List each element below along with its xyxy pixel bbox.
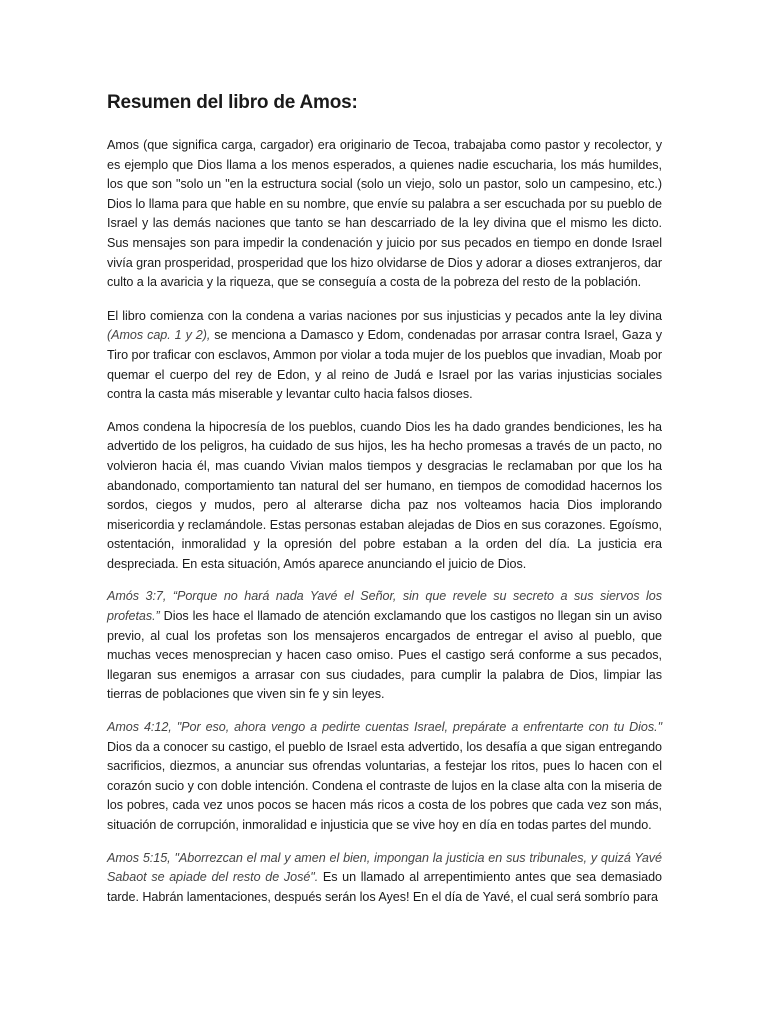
paragraph-text: se menciona a Damasco y Edom, condenadas por arrasar contra Israel, Gaza y Tiro por traficar con esclavos, Ammon por violar a toda mujer de los pueblos que invadian, Moab por quemar el cuerpo del rey de Edon, y al reino de Judá e Israel por las varias injusticias sociales contra la casta más miserable y levantar culto hacia falsos dioses.: [107, 328, 662, 402]
scripture-quote: Amos 4:12, "Por eso, ahora vengo a pedirte cuentas Israel, prepárate a enfrentarte con tu Dios.": [107, 720, 662, 735]
paragraph-text: Es un llamado al arrepentimiento antes que sea demasiado tarde. Habrán lamentaciones, después serán los Ayes! En el día de Yavé, el cual será sombrío para: [107, 870, 662, 904]
paragraph-text: Dios da a conocer su castigo, el pueblo de Israel esta advertido, los desafía a que sigan entregando sacrificios, diezmos, a anunciar sus ofrendas voluntarias, a festejar los ritos, pues lo hacen con el corazón sucio y con doble intención. Condena el contraste de lujos en la clase alta con la miseria de los pobres, cada vez unos pocos se hacen más ricos a costa de los pobres que cada vez son más, situación de corrupción, inmoralidad e injusticia que se vive hoy en día en todas partes del mundo.: [107, 739, 662, 832]
paragraph-amos-3-7: [107, 587, 662, 705]
scripture-quote: Amós 3:7, “Porque no hará nada Yavé el Señor, sin que revele su secreto a sus siervos los profetas.”: [107, 589, 662, 624]
scripture-reference: (Amos cap. 1 y 2),: [107, 328, 211, 343]
scripture-quote: Amos 5:15, "Aborrezcan el mal y amen el bien, impongan la justicia en sus tribunales, y quizá Yavé Sabaot se apiade del resto de José".: [107, 850, 662, 885]
paragraph-text: Dios les hace el llamado de atención exclamando que los castigos no llegan sin un aviso previo, al cual los profetas son los mensajeros encargados de entregar el aviso al pueblo, que muchas veces menosprecian y hacen caso omiso. Pues el castigo será conforme a sus pecados, llegaran sus enemigos a arrasar con sus ciudades, para cumplir la palabra de Dios, limpiar las tierras de poblaciones que viven sin fe y sin leyes.: [107, 609, 662, 702]
paragraph-intro: Amos (que significa carga, cargador) era originario de Tecoa, trabajaba como pastor y recolector, y es ejemplo que Dios llama a los menos esperados, a quienes nadie escucharia, los más humildes, los que son "solo un "en la estructura social (solo un viejo, solo un pastor, solo un campesino, etc.) Dios lo llama para que hable en su nombre, que envíe su palabra a ser escuchada por su pueblo de Israel y las demás naciones que tanto se han descarriado de la ley divina que el mismo les dicto. Sus mensajes son para impedir la condenación y juicio por sus pecados en tiempo en donde Israel vivía gran prosperidad, prosperidad que los hizo olvidarse de Dios y adorar a dioses extranjeros, dar culto a la avaricia y la riqueza, que se conseguía a costa de la pobreza del resto de la población.: [107, 138, 662, 290]
paragraph-nations: [107, 307, 662, 405]
document-page: [107, 92, 662, 920]
paragraph-text: El libro comienza con la condena a varias naciones por sus injusticias y pecados ante la ley divina: [107, 308, 662, 323]
document-title: Resumen del libro de Amos:: [107, 92, 358, 113]
paragraph-amos-5-15: [107, 849, 662, 908]
paragraph-amos-4-12: [107, 718, 662, 836]
paragraph-hypocrisy: Amos condena la hipocresía de los pueblos, cuando Dios les ha dado grandes bendiciones, les ha advertido de los peligros, ha cuidado de sus hijos, les ha hecho promesas a través de un pacto, no volvieron hacia él, mas cuando Vivian malos tiempos y desgracias le reclamaban por que los ha abandonado, comportamiento tan natural del ser humano, en tiempos de comodidad hacernos los sordos, ciegos y mudos, pero al alterarse dicha paz nos volteamos hacia Dios implorando misericordia y reclamándole. Estas personas estaban alejadas de Dios en sus corazones. Egoísmo, ostentación, inmoralidad y la opresión del pobre estaban a la orden del día. La justicia era despreciada. En esta situación, Amós aparece anunciando el juicio de Dios.: [107, 419, 662, 571]
